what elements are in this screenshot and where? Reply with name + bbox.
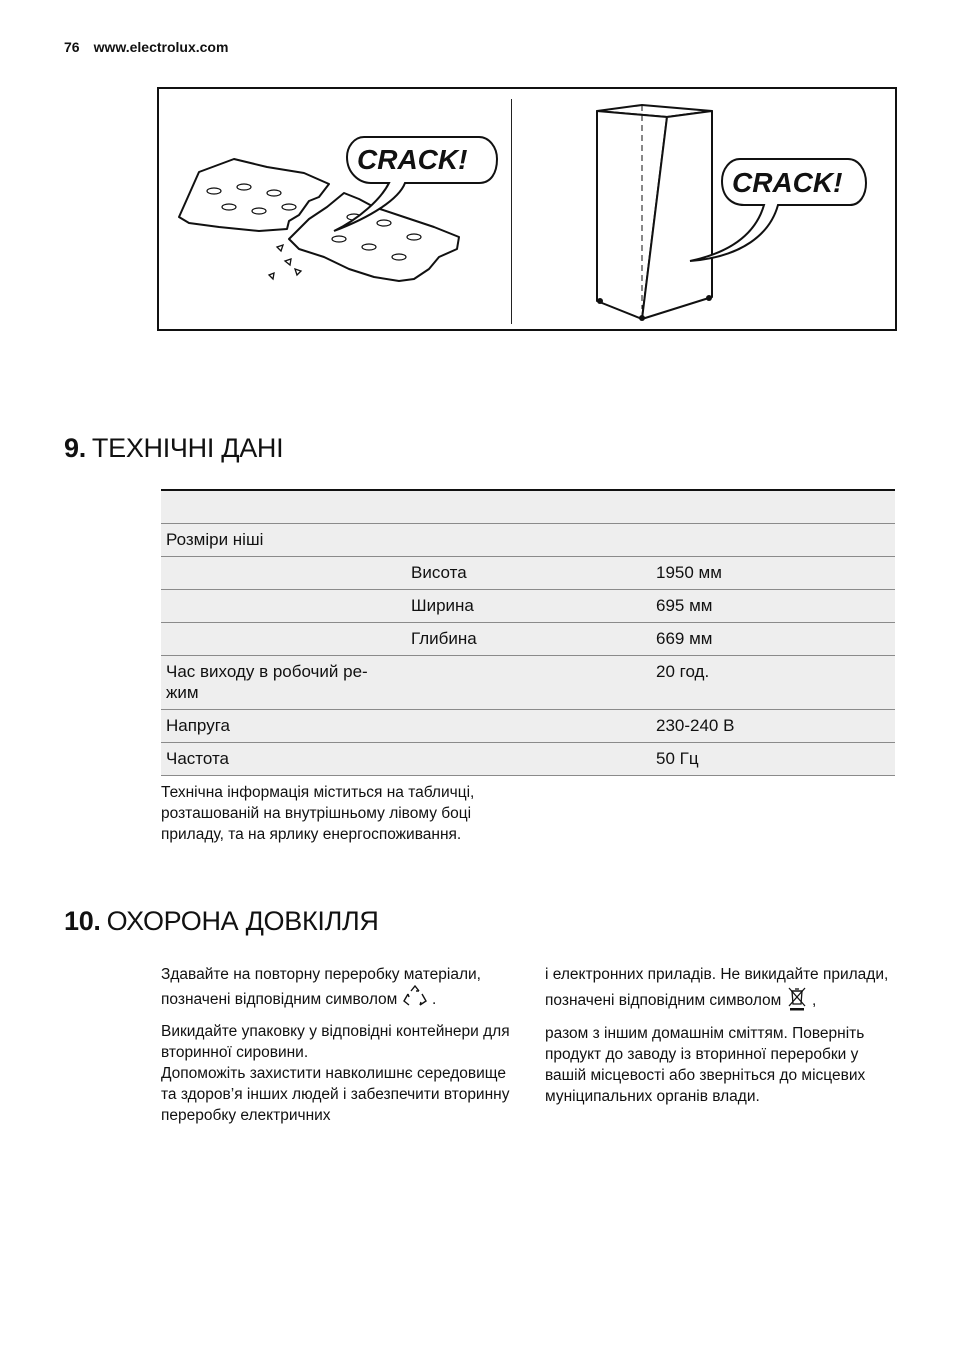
section-9-heading: ТЕХНІЧНІ ДАНІ	[91, 433, 284, 463]
depth-label: Глибина	[406, 623, 651, 656]
crossed-bin-icon	[786, 985, 808, 1017]
return-paragraph: разом з іншим домашнім сміттям. Поверніть продукт до заводу із вторинної переробки у вашій місцевості або зверніться до місцевих муніципальних органів влади.	[545, 1025, 866, 1105]
page-number: 76	[64, 39, 80, 55]
voltage-value: 230-240 В	[651, 710, 895, 743]
table-row	[161, 590, 895, 623]
frequency-label: Частота	[161, 743, 406, 776]
page-header	[64, 39, 228, 55]
voltage-label: Напруга	[161, 710, 406, 743]
tech-data-table	[161, 489, 895, 776]
table-row	[161, 524, 895, 557]
section-10-heading: ОХОРОНА ДОВКІЛЛЯ	[106, 906, 379, 936]
env-column-right	[545, 964, 895, 1113]
section-9-title	[64, 433, 283, 464]
crack-label-right: CRACK!	[732, 167, 843, 198]
weee-text: і електронних приладів. Не викидайте прилади, позначені відповідним символом	[545, 966, 889, 1010]
recycle-icon	[402, 985, 428, 1015]
rise-time-value: 20 год.	[651, 656, 895, 710]
table-row	[161, 623, 895, 656]
recycle-text: Здавайте на повторну переробку матеріали, позначені відповідним символом	[161, 966, 481, 1009]
table-row	[161, 710, 895, 743]
niche-label: Розміри ніші	[161, 524, 406, 557]
table-row	[161, 743, 895, 776]
recycle-paragraph	[161, 964, 511, 1015]
protect-paragraph: Допоможіть захистити навколишнє середовище та здоров’я інших людей і забезпечити вторинну переробку електричних	[161, 1065, 510, 1124]
ice-tray-illustration	[159, 89, 509, 329]
table-row	[161, 557, 895, 590]
depth-value: 669 мм	[651, 623, 895, 656]
table-row	[161, 656, 895, 710]
section-10-title	[64, 906, 379, 937]
weee-text-end: ,	[811, 992, 817, 1010]
frequency-value: 50 Гц	[651, 743, 895, 776]
freezer-illustration	[512, 89, 892, 329]
height-label: Висота	[406, 557, 651, 590]
crack-label-left: CRACK!	[357, 144, 468, 175]
section-9-number: 9.	[64, 433, 86, 463]
width-label: Ширина	[406, 590, 651, 623]
packaging-paragraph: Викидайте упаковку у відповідні контейнери для вторинної сировини.	[161, 1023, 510, 1061]
illustration-panel	[157, 87, 897, 331]
tech-info-note: Технічна інформація міститься на табличці, розташованій на внутрішньому лівому боці приладу, та на ярлику енергоспоживання.	[161, 784, 475, 843]
width-value: 695 мм	[651, 590, 895, 623]
weee-paragraph	[545, 964, 895, 1017]
height-value: 1950 мм	[651, 557, 895, 590]
section-10-number: 10.	[64, 906, 101, 936]
rise-time-label: Час виходу в робочий ре- жим	[161, 656, 406, 710]
site-url: www.electrolux.com	[93, 39, 229, 55]
env-column-left	[161, 964, 511, 1132]
recycle-text-end: .	[431, 991, 437, 1009]
table-header-row	[161, 490, 895, 524]
